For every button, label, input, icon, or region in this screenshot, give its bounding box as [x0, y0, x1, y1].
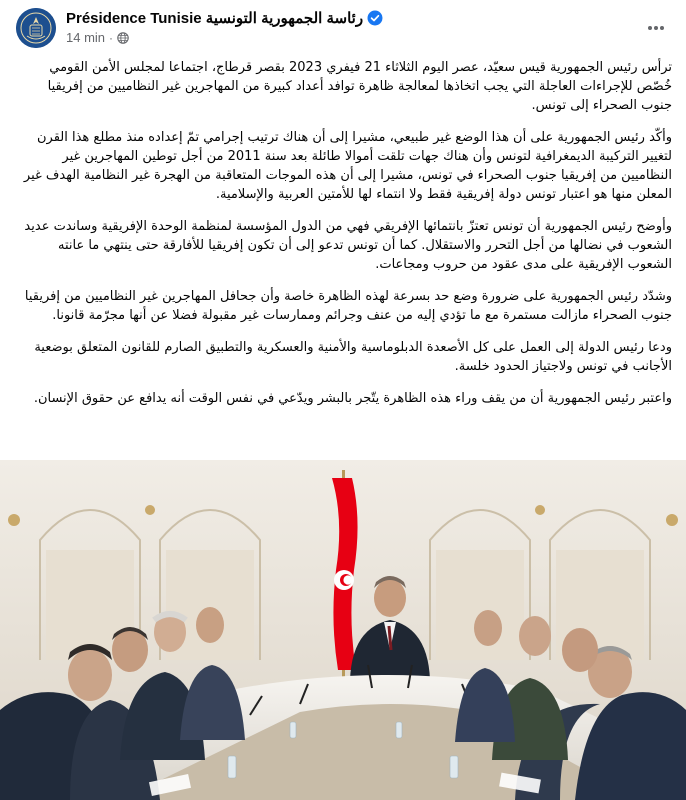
author-block: [66, 9, 383, 45]
post-paragraph: واعتبر رئيس الجمهورية أن من يقف وراء هذه الظاهرة يتّجر بالبشر ويدّعي في نفس الوقت أنه يدافع عن حقوق الإنسان.: [33, 391, 672, 406]
meta-separator: ·: [109, 30, 114, 45]
post-paragraph: وأكّد رئيس الجمهورية على أن هذا الوضع غير طبيعي، مشيرا إلى أن هناك ترتيب إجرامي تمّ إعداده منذ مطلع هذا القرن لتغيير التركيبة الديمغرافية لتونس وأن هناك جهات تلقت أموالا طائلة بعد سنة 2011 من أجل توطين المهاجرين غير النظاميين من إفريقيا جنوب الصحراء في تونس، مشيرا إلى أن هذه الموجات المتعاقبة من الهجرة غير النظامية الهدف غير المعلن منها هو اعتبار تونس دولة إفريقية فقط ولا انتماء لها للأمتين العربية والإسلامية.: [23, 130, 672, 202]
post-paragraph: وشدّد رئيس الجمهورية على ضرورة وضع حد بسرعة لهذه الظاهرة خاصة وأن جحافل المهاجرين غير النظاميين من إفريقيا جنوب الصحراء مازالت مستمرة مع ما تؤدي إليه من عنف وجرائم وممارسات غير مقبولة فضلا عن أنها مجرّمة قانونا.: [24, 289, 672, 323]
verified-badge-icon: [367, 10, 383, 26]
meeting-photo: [0, 460, 686, 800]
globe-icon[interactable]: [117, 32, 129, 44]
post-header: [0, 0, 686, 56]
post-body-text: [14, 58, 672, 421]
post-meta: [66, 30, 383, 45]
page-name-link[interactable]: Présidence Tunisie رئاسة الجمهورية التونسية: [66, 10, 364, 27]
page-avatar[interactable]: [16, 8, 56, 48]
more-options-icon: [646, 18, 666, 38]
post-paragraph: ترأس رئيس الجمهورية قيس سعيّد، عصر اليوم الثلاثاء 21 فيفري 2023 بقصر قرطاج، اجتماعا لمجلس الأمن القومي خُصّص للإجراءات العاجلة التي يجب اتخاذها لمعالجة ظاهرة توافد أعداد كبيرة من المهاجرين غير النظاميين من إفريقيا جنوب الصحراء إلى تونس.: [47, 60, 672, 113]
author-line: [66, 9, 383, 27]
post-timestamp[interactable]: 14 min: [66, 30, 106, 45]
post-paragraph: وأوضح رئيس الجمهورية أن تونس تعتزّ بانتمائها الإفريقي فهي من الدول المؤسسة لمنظمة الوحدة الإفريقية وساندت عديد الشعوب في نضالها من أجل التحرر والاستقلال. كما أن تونس تدعو إلى أن تكون إفريقيا للأفارقة حتى ينتهي ما عانته الشعوب الإفريقية على مدى عقود من حروب ومجاعات.: [24, 219, 672, 272]
post-photo[interactable]: [0, 460, 686, 800]
more-options-button[interactable]: [638, 10, 674, 46]
tunisia-presidency-seal-icon: [16, 8, 56, 48]
post-paragraph: ودعا رئيس الدولة إلى العمل على كل الأصعدة الدبلوماسية والأمنية والعسكرية والتطبيق الصارم للقانون المتعلق بوضعية الأجانب في تونس ولاجتياز الحدود خلسة.: [34, 340, 672, 374]
